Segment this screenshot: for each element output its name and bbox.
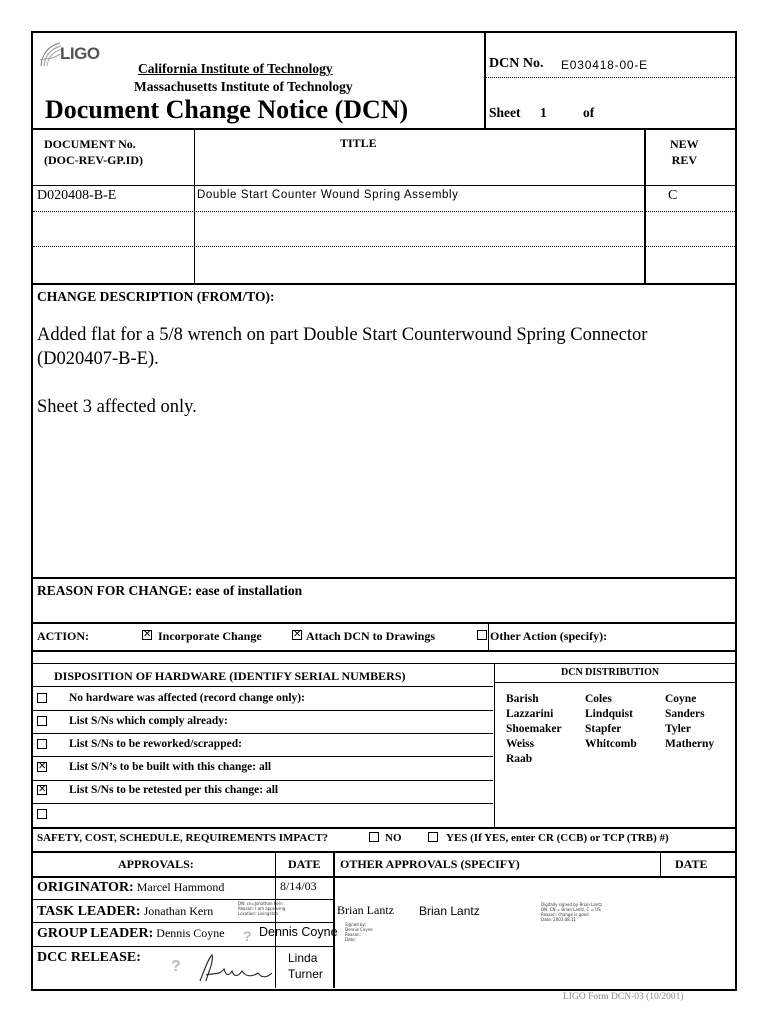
doc-row-rev: C — [668, 188, 678, 203]
institution-caltech: California Institute of Technology — [138, 61, 333, 76]
distribution-name: Raab — [506, 753, 533, 765]
dcc-signature-line1: Linda — [288, 951, 318, 965]
incorporate-change-checkbox[interactable]: ✕ — [143, 629, 152, 640]
impact-no-label: NO — [385, 832, 402, 844]
reworked-scrapped-label: List S/Ns to be reworked/scrapped: — [69, 738, 242, 750]
title-header: TITLE — [340, 136, 377, 150]
task-leader-row — [37, 904, 213, 920]
retested-label: List S/Ns to be retested per this change: all — [69, 784, 279, 796]
distribution-name: Barish — [506, 693, 539, 705]
distribution-name: Coles — [585, 693, 612, 705]
comply-already-checkbox[interactable] — [37, 716, 47, 726]
distribution-name: Weiss — [506, 738, 535, 750]
disposition-header: DISPOSITION OF HARDWARE (IDENTIFY SERIAL NUMBERS) — [54, 669, 406, 683]
other-approvals-date-header: DATE — [675, 857, 708, 871]
change-description-line1: Added flat for a 5/8 wrench on part Double Start Counterwound Spring Connector — [37, 325, 648, 345]
group-leader-digital-signature: Signed by: Dennis Coyne Reason: Date: — [345, 922, 373, 942]
distribution-name: Shoemaker — [506, 723, 562, 735]
dcc-signature-line2: Turner — [288, 967, 323, 981]
dcc-signature-name — [288, 950, 323, 982]
comply-already-label: List S/Ns which comply already: — [69, 715, 228, 727]
group-leader-row — [37, 926, 225, 942]
approvals-header: APPROVALS: — [118, 857, 194, 871]
incorporate-change-label: Incorporate Change — [158, 629, 262, 643]
new-rev-header — [670, 136, 699, 168]
distribution-name: Tyler — [665, 723, 691, 735]
distribution-name: Whitcomb — [585, 738, 637, 750]
dcn-number: E030418-00-E — [561, 58, 648, 72]
form-title: Document Change Notice (DCN) — [45, 95, 409, 124]
change-description-line3: Sheet 3 affected only. — [37, 397, 197, 417]
other-approver-digital-signature: Digitally signed by Brian Lantz DN: CN = Brian Lantz, C = US Reason: change is good Date: 2003.08.11 — [541, 902, 603, 922]
originator-name: Marcel Hammond — [136, 880, 225, 894]
ligo-logo — [38, 40, 108, 70]
sheet-number: 1 — [540, 105, 547, 120]
group-leader-name: Dennis Coyne — [156, 926, 225, 940]
change-description-line2: (D020407-B-E). — [37, 349, 159, 369]
unverified-signature-icon: ? — [171, 958, 181, 975]
form-frame — [31, 31, 737, 991]
doc-no-header-line1: DOCUMENT No. — [44, 137, 136, 151]
reworked-scrapped-checkbox[interactable] — [37, 739, 47, 749]
sheet-of-label: of — [583, 105, 595, 120]
approvals-date-header: DATE — [288, 857, 321, 871]
group-leader-label: GROUP LEADER: — [37, 926, 154, 941]
no-hardware-label: No hardware was affected (record change only): — [69, 692, 305, 704]
sheet-label: Sheet — [489, 105, 521, 120]
new-rev-header-line2: REV — [671, 153, 697, 167]
distribution-name: Stapfer — [585, 723, 622, 735]
dcc-handwritten-signature — [194, 951, 276, 985]
new-rev-header-line1: NEW — [670, 137, 699, 151]
other-action-label: Other Action (specify): — [490, 629, 608, 643]
impact-label: SAFETY, COST, SCHEDULE, REQUIREMENTS IMPACT? — [37, 832, 329, 844]
distribution-col3 — [665, 692, 714, 752]
task-leader-name: Jonathan Kern — [143, 904, 214, 918]
originator-row — [37, 880, 224, 896]
distribution-col2 — [585, 692, 637, 752]
attach-dcn-label: Attach DCN to Drawings — [306, 629, 435, 643]
other-approvals-header: OTHER APPROVALS (SPECIFY) — [340, 857, 520, 871]
action-label: ACTION: — [37, 629, 90, 643]
doc-no-header — [44, 136, 143, 168]
distribution-name: Lazzarini — [506, 708, 554, 720]
other-approver-signature: Brian Lantz — [419, 904, 480, 918]
institution-mit: Massachusetts Institute of Technology — [134, 79, 353, 94]
originator-label: ORIGINATOR: — [37, 880, 134, 895]
group-leader-signature: Dennis Coyne — [259, 925, 338, 939]
task-leader-label: TASK LEADER: — [37, 904, 141, 919]
impact-yes-checkbox[interactable] — [428, 832, 438, 842]
ligo-logo-text: LIGO — [60, 44, 100, 63]
built-with-change-checkbox[interactable]: ✕ — [38, 761, 47, 772]
other-approver-name: Brian Lantz — [337, 903, 394, 917]
distribution-name: Matherny — [665, 738, 715, 750]
other-action-checkbox[interactable] — [477, 630, 487, 640]
originator-date: 8/14/03 — [280, 879, 317, 893]
dcn-label: DCN No. — [489, 56, 544, 71]
distribution-name: Sanders — [665, 708, 705, 720]
no-hardware-checkbox[interactable] — [37, 693, 47, 703]
unverified-signature-icon: ? — [243, 928, 252, 944]
reason-value: ease of installation — [195, 583, 303, 598]
dcc-release-label: DCC RELEASE: — [37, 950, 141, 965]
reason-for-change — [37, 583, 302, 599]
impact-no-checkbox[interactable] — [369, 832, 379, 842]
task-leader-digital-signature: DN: cn=Jonathan Kern Reason: I am approving Location: Livingston — [238, 901, 286, 916]
distribution-col1 — [506, 692, 562, 767]
retested-checkbox[interactable]: ✕ — [38, 784, 47, 795]
change-description-label: CHANGE DESCRIPTION (FROM/TO): — [37, 289, 275, 304]
doc-row-title: Double Start Counter Wound Spring Assembly — [197, 189, 459, 201]
distribution-header: DCN DISTRIBUTION — [561, 667, 660, 678]
form-id-footer: LIGO Form DCN-03 (10/2001) — [563, 992, 684, 1002]
attach-dcn-checkbox[interactable]: ✕ — [293, 629, 302, 640]
doc-row-doc-no: D020408-B-E — [37, 188, 117, 203]
blank-disposition-checkbox[interactable] — [37, 809, 47, 819]
distribution-name: Lindquist — [585, 708, 633, 720]
built-with-change-label: List S/N’s to be built with this change: all — [69, 761, 272, 773]
impact-yes-label: YES (If YES, enter CR (CCB) or TCP (TRB) #) — [446, 832, 669, 844]
reason-label: REASON FOR CHANGE: — [37, 583, 193, 598]
doc-no-header-line2: (DOC-REV-GP.ID) — [44, 153, 143, 167]
distribution-name: Coyne — [665, 693, 697, 705]
